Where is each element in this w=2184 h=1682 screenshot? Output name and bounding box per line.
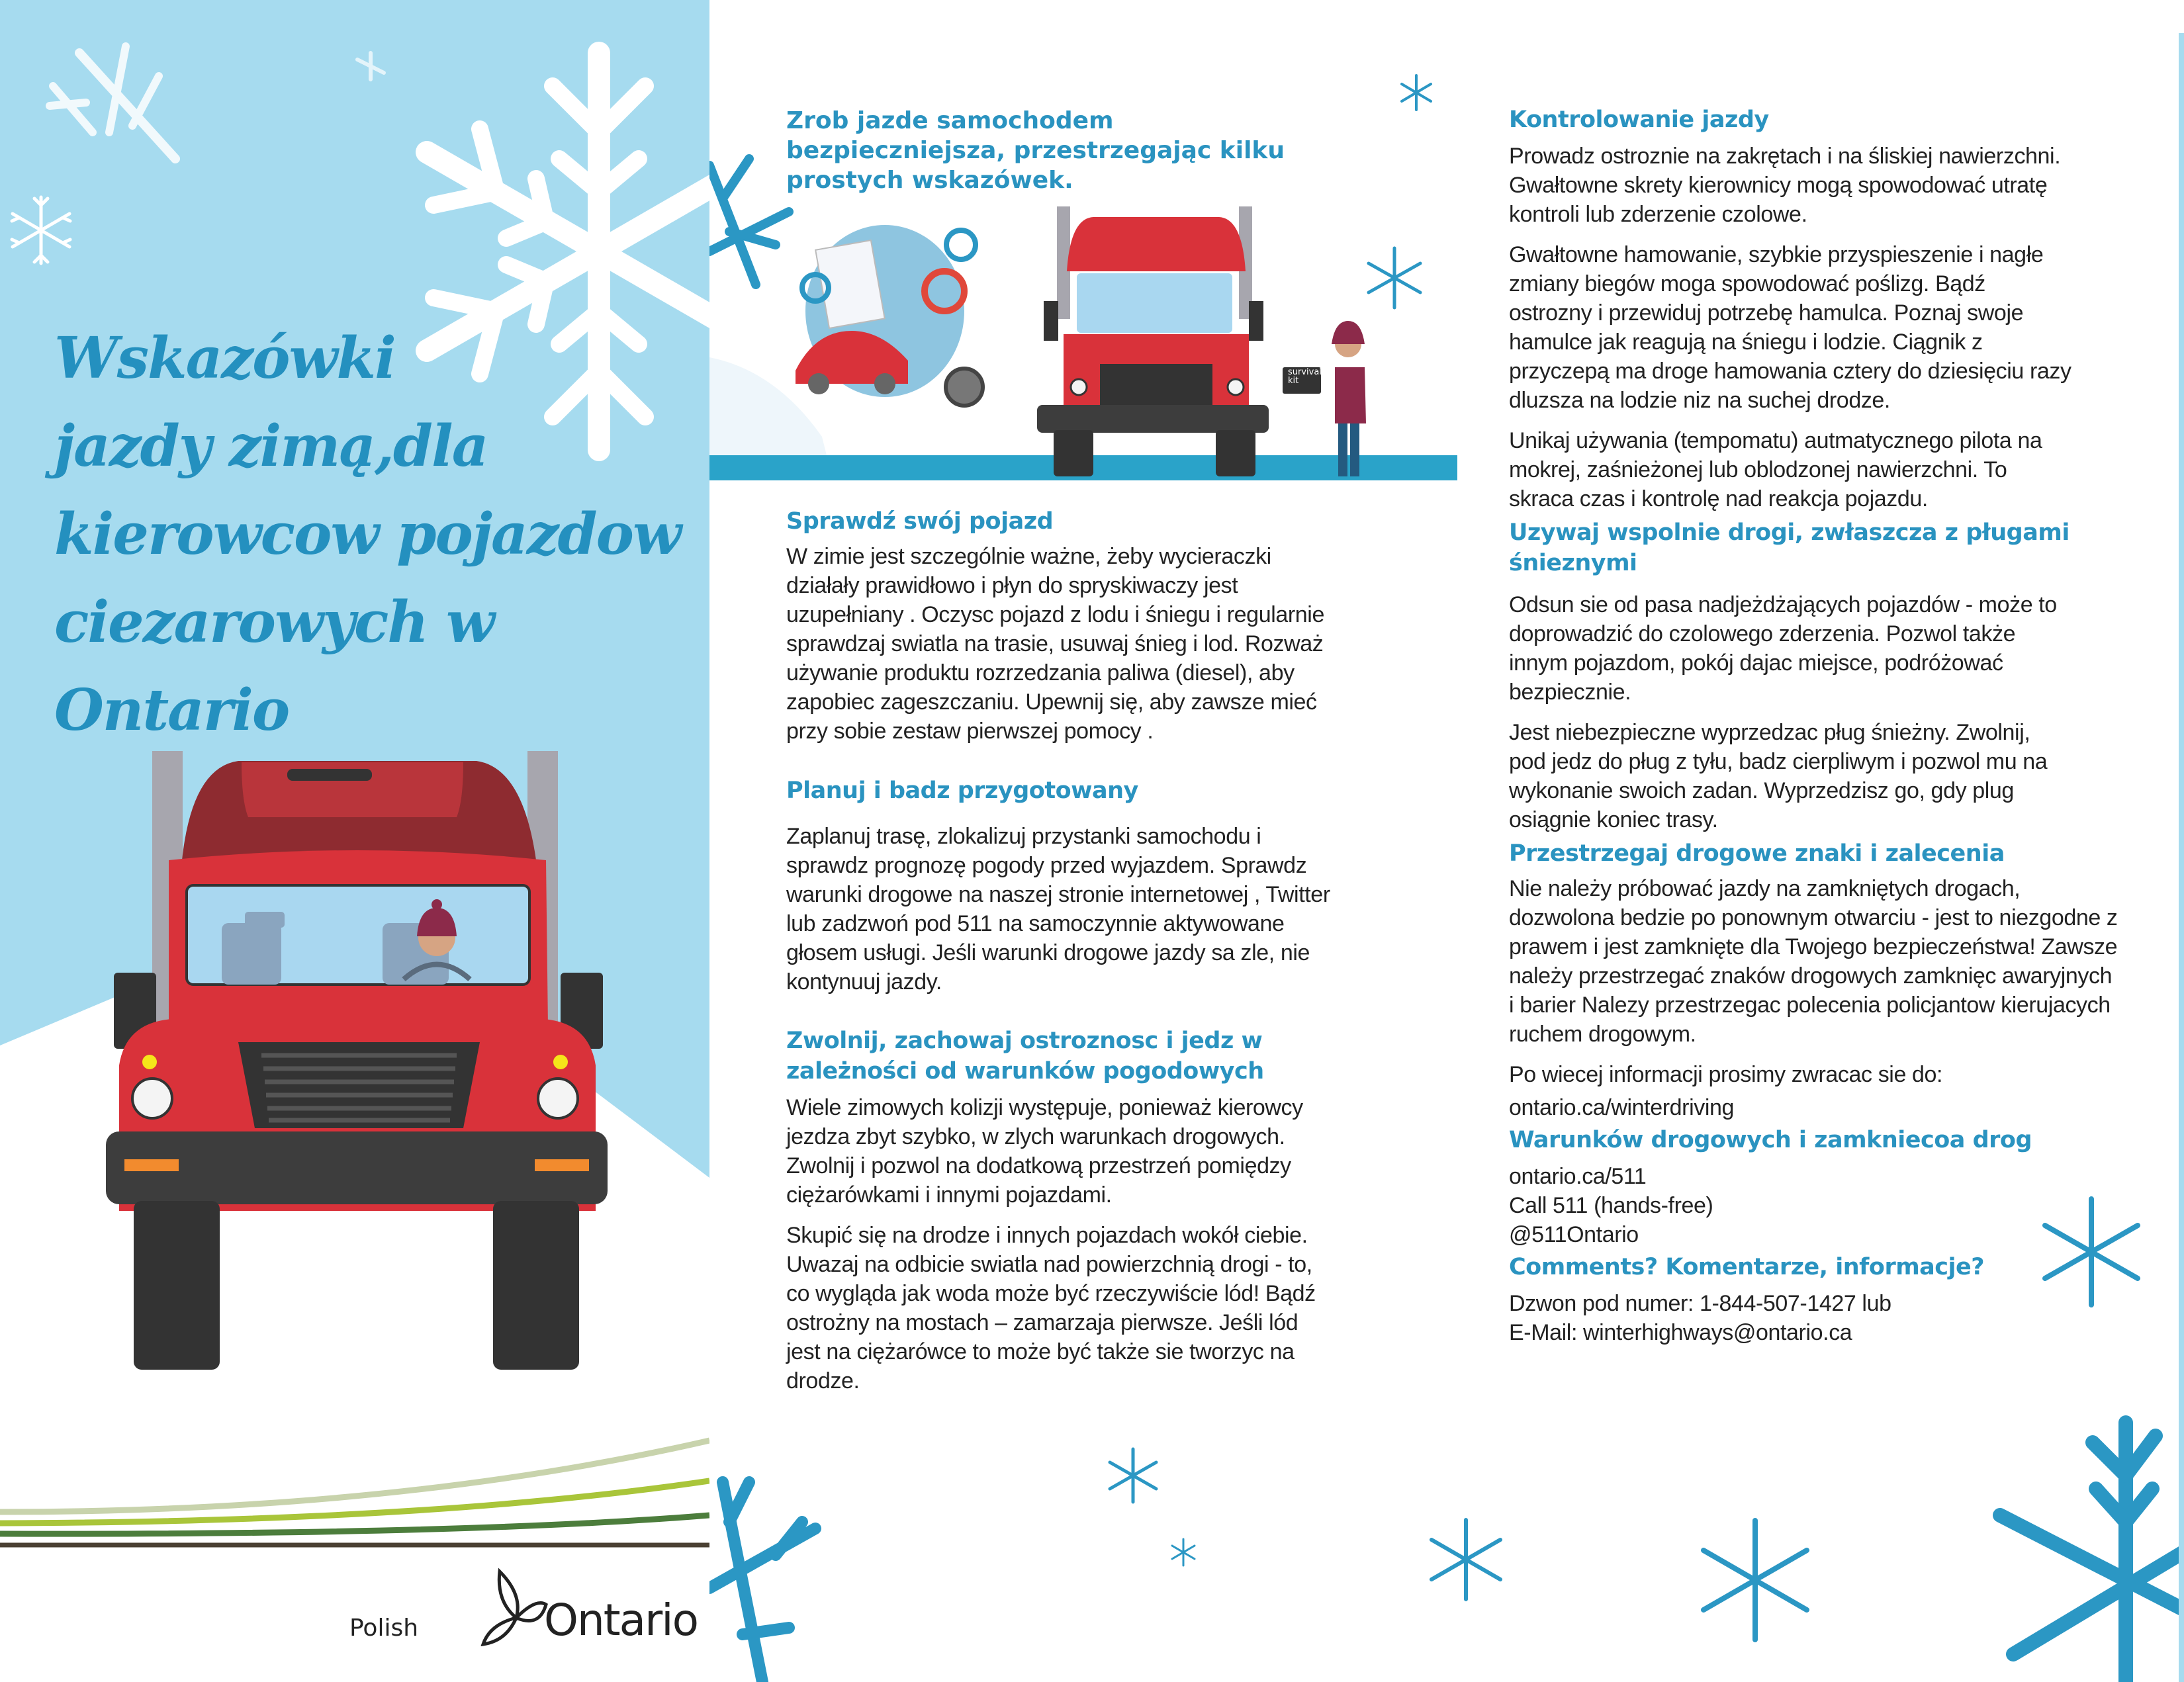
section-paragraph: Zaplanuj trasę, zlokalizuj przystanki samochodu i sprawdz prognozę pogody przed wyjazdem. Sprawdz warunki drogowe na naszej stronie internetowej , Twitter lub zadzwoń pod 511 na samoczynnie aktywowane głosem usługi. Jeśli warunki drogowe jazdy sa zle, nie kontynuuj jazdy.: [786, 824, 1330, 995]
lead-heading: Zrob jazde samochodem bezpieczniejsza, przestrzegając kilku prostych wskazówek.: [786, 107, 1285, 194]
snowflake-icon: [709, 159, 789, 285]
cover-background: [0, 0, 709, 1682]
snowflake-icon: [1432, 1520, 1500, 1599]
section-heading: Przestrzegaj drogowe znaki i zalecenia: [1509, 840, 2005, 867]
section-road-conditions: [1509, 1125, 2118, 1249]
cover-panel: [0, 0, 709, 1682]
cover-title-line: kierowcow pojazdow: [54, 501, 681, 568]
section-heading: Warunków drogowych i zamkniecoa drog: [1509, 1127, 2032, 1153]
cover-title-line: jazdy zimą,dla: [54, 413, 488, 480]
survival-kit-label: [1288, 368, 1322, 385]
section-paragraph: Skupić się na drodze i innych pojazdach wokół ciebie. Uwazaj na odbicie swiatla nad powierzchnią drogi - to, co wygląda jak woda może być rzeczywiście lód! Bądź ostrożny na mostach – zamarzaja pierwsze. Jeśli lód jest na ciężarówce to może być także sie tworzyc na drodze.: [786, 1223, 1316, 1394]
section-share-road: [1509, 517, 2105, 834]
winter-driving-link[interactable]: ontario.ca/winterdriving: [1509, 1095, 1735, 1120]
call-511: Call 511 (hands-free): [1509, 1193, 1713, 1218]
section-slow-down: [786, 1026, 1316, 1407]
link-511[interactable]: ontario.ca/511: [1509, 1164, 1647, 1189]
snowflake-icon: [1704, 1521, 1807, 1640]
section-heading: Planuj i badz przygotowany: [786, 777, 1138, 804]
section-paragraph: Gwałtowne hamowanie, szybkie przyspieszenie i nagłe zmiany biegów moga spowodować poślizg. Bądź ostrozny i przewiduj potrzebę hamulca. Poznaj swoje hamulce jak reagują na śniegu i lodzie. Ciągnik z przyczepą ma droge hamowania cztery do dziesięciu razy dluzsza na lodzie niz na suchej drodze.: [1509, 242, 2071, 413]
section-control: [1509, 105, 2071, 513]
section-paragraph: Jest niebezpieczne wyprzedzac pług śnieżny. Zwolnij, pod jedz do pług z tyłu, badz cierpliwym i pozwol mu na wykonanie swoich zadan. Wyprzedzisz go, gdy plug osiągnie koniec trasy.: [1509, 720, 2048, 832]
vehicle-check-illustration: [709, 206, 1457, 480]
cover-title-line: Ontario: [54, 677, 289, 744]
section-check-vehicle: [786, 506, 1336, 757]
section-paragraph: Prowadz ostroznie na zakrętach i na śliskiej nawierzchni. Gwałtowne skrety kierownicy mogą spowodować utratę kontroli lub zderzenie czolowe.: [1509, 144, 2061, 227]
cover-title: [54, 314, 703, 754]
ontario-logo-text: Ontario: [544, 1595, 698, 1646]
email-line[interactable]: E-Mail: winterhighways@ontario.ca: [1509, 1320, 1852, 1345]
section-comments: [1509, 1252, 2118, 1347]
cover-title-line: Wskazówki: [54, 325, 395, 392]
section-heading: Uzywaj wspolnie drogi, zwłaszcza z pługami śnieznymi: [1509, 519, 2070, 576]
kit-label-line: survival: [1288, 367, 1322, 377]
edge-strip: [2179, 33, 2184, 1682]
section-heading: Comments? Komentarze, informacje?: [1509, 1254, 1985, 1280]
snowflake-icon: [2000, 1423, 2184, 1682]
section-heading: Sprawdź swój pojazd: [786, 508, 1054, 535]
section-heading: Zwolnij, zachowaj ostroznosc i jedz w zależności od warunków pogodowych: [786, 1028, 1264, 1084]
language-label: Polish: [349, 1615, 419, 1642]
snowflake-icon: [1369, 248, 1420, 308]
snowflake-icon: [1172, 1539, 1195, 1566]
section-heading: Kontrolowanie jazdy: [1509, 107, 1769, 133]
phone-line: Dzwon pod numer: 1-844-507-1427 lub: [1509, 1291, 1891, 1316]
section-plan: [786, 775, 1336, 1008]
section-paragraph: Odsun sie od pasa nadjeżdżających pojazdów - może to doprowadzić do czolowego zderzenia. Pozwol także innym pojazdom, pokój dajac miejsce, podróżować bezpiecznie.: [1509, 592, 2057, 705]
kit-label-line: kit: [1288, 376, 1299, 386]
cover-title-line: ciezarowych w: [54, 589, 494, 656]
section-paragraph: Unikaj używania (tempomatu) autmatycznego pilota na mokrej, zaśnieżonej lub oblodzonej nawierzchni. To skraca czas i kontrolę nad reakcja pojazdu.: [1509, 428, 2042, 511]
info-intro: Po wiecej informacji prosimy zwracac sie do:: [1509, 1062, 1943, 1087]
section-paragraph: W zimie jest szczególnie ważne, żeby wycieraczki działały prawidłowo i płyn do spryskiwaczy jest uzupełniany . Oczysc pojazd z lodu i śniegu i regularnie sprawdzaj swiatla na trasie, usuwaj śnieg i lod. Rozważ używanie produktu rozrzedzania paliwa (diesel), aby zapobiec zageszczaniu. Upewnij się, aby zawsze mieć przy sobie zestaw pierwszej pomocy .: [786, 544, 1324, 744]
section-signs: [1509, 838, 2118, 1122]
twitter-handle[interactable]: @511Ontario: [1509, 1222, 1639, 1247]
snowflake-icon: [1110, 1449, 1156, 1502]
snowflake-icon: [1402, 75, 1431, 110]
right-column: [1509, 105, 2118, 1347]
snowflake-icon: [709, 1482, 815, 1682]
section-paragraph: Wiele zimowych kolizji występuje, ponieważ kierowcy jezdza zbyt szybko, w zlych warunkach drogowych. Zwolnij i pozwol na dodatkową przestrzeń pomiędzy ciężarówkami i innymi pojazdami.: [786, 1095, 1303, 1208]
section-paragraph: Nie należy próbować jazdy na zamkniętych drogach, dozwolona bedzie po ponownym otwarciu - jest to niezgodne z prawem i jest zamknięte dla Twojego bezpieczeństwa! Zawsze należy przestrzegać znaków drogowych zamknięc awaryjnych i barier Nalezy przestrzegac polecenia policjantow kierujacych ruchem drogowym.: [1509, 876, 2118, 1047]
